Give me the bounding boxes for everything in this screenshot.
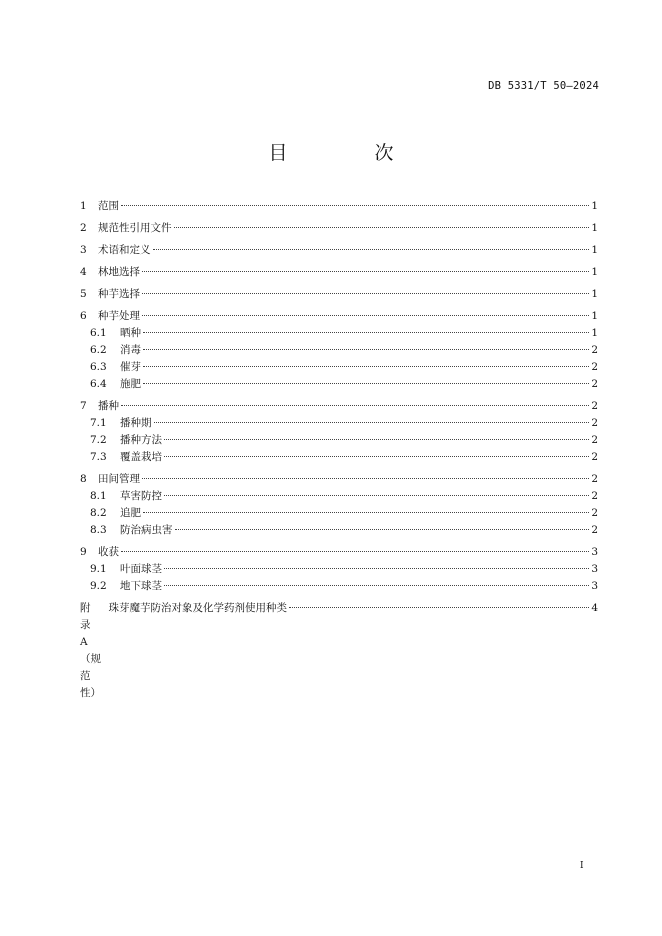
toc-entry-number: 9 (80, 546, 87, 558)
toc-entry-page: 1 (591, 310, 598, 322)
toc-entry[interactable] (80, 325, 598, 342)
toc-entry[interactable] (80, 308, 598, 325)
toc-entry[interactable] (80, 220, 598, 237)
toc-dot-leader (174, 227, 590, 228)
toc-entry-number: 1 (80, 200, 87, 212)
toc-entry-number: 6.2 (90, 344, 107, 356)
toc-entry-number: 8 (80, 473, 87, 485)
toc-entry-label: 规范性引用文件 (98, 222, 172, 234)
toc-dot-leader (142, 271, 589, 272)
toc-entry-label: 珠芽魔芋防治对象及化学药剂使用种类 (98, 602, 287, 614)
toc-dot-leader (121, 551, 589, 552)
toc-entry-label: 播种 (98, 400, 119, 412)
toc-entry-page: 1 (591, 222, 598, 234)
toc-entry-page: 2 (591, 490, 598, 502)
toc-entry-number: 7.2 (90, 434, 107, 446)
toc-entry-label: 播种期 (120, 417, 152, 429)
toc-entry-page: 2 (591, 361, 598, 373)
toc-entry[interactable] (80, 198, 598, 215)
toc-entry-label: 田间管理 (98, 473, 140, 485)
toc-entry-page: 2 (591, 378, 598, 390)
toc-dot-leader (143, 366, 589, 367)
toc-entry-label: 术语和定义 (98, 244, 151, 256)
toc-entry-label: 林地选择 (98, 266, 140, 278)
toc-dot-leader (164, 495, 589, 496)
toc-entry-number: 8.1 (90, 490, 107, 502)
toc-entry-label: 种芋选择 (98, 288, 140, 300)
toc-entry-page: 2 (591, 344, 598, 356)
toc-entry[interactable] (80, 432, 598, 449)
toc-entry[interactable] (80, 415, 598, 432)
page-number: I (580, 861, 584, 871)
toc-entry-page: 3 (591, 546, 598, 558)
toc-entry-label: 追肥 (120, 507, 141, 519)
toc-dot-leader (154, 422, 590, 423)
toc-dot-leader (121, 205, 589, 206)
toc-entry-page: 1 (591, 327, 598, 339)
toc-entry-label: 施肥 (120, 378, 141, 390)
toc-entry-label: 叶面球茎 (120, 563, 162, 575)
toc-entry-label: 防治病虫害 (120, 524, 173, 536)
toc-entry-page: 3 (591, 580, 598, 592)
toc-entry[interactable] (80, 561, 598, 578)
toc-entry[interactable] (80, 544, 598, 561)
toc-entry[interactable] (80, 488, 598, 505)
toc-dot-leader (289, 607, 589, 608)
toc-entry[interactable] (80, 342, 598, 359)
toc-dot-leader (143, 383, 589, 384)
toc-entry-page: 2 (591, 400, 598, 412)
toc-entry-label: 种芋处理 (98, 310, 140, 322)
toc-entry-label: 晒种 (120, 327, 141, 339)
toc-entry-number: 5 (80, 288, 87, 300)
toc-entry-page: 2 (591, 417, 598, 429)
toc-entry-page: 2 (591, 473, 598, 485)
toc-entry-number: 8.2 (90, 507, 107, 519)
toc-dot-leader (121, 405, 589, 406)
toc-entry-page: 1 (591, 266, 598, 278)
document-code: DB 5331/T 50—2024 (488, 80, 599, 92)
toc-entry-number: 附录A（规范性） (80, 602, 101, 699)
toc-dot-leader (143, 349, 589, 350)
toc-dot-leader (153, 249, 590, 250)
toc-entry-label: 播种方法 (120, 434, 162, 446)
toc-entry[interactable] (80, 286, 598, 303)
toc-entry-number: 6.4 (90, 378, 107, 390)
toc-entry[interactable] (80, 242, 598, 259)
toc-entry-number: 7.3 (90, 451, 107, 463)
toc-entry-label: 消毒 (120, 344, 141, 356)
toc-entry-page: 2 (591, 434, 598, 446)
toc-entry[interactable] (80, 264, 598, 281)
toc-entry[interactable] (80, 376, 598, 393)
toc-entry[interactable] (80, 578, 598, 595)
toc-entry-page: 3 (591, 563, 598, 575)
toc-entry[interactable] (80, 449, 598, 466)
toc-dot-leader (164, 568, 589, 569)
toc-entry-number: 6.1 (90, 327, 107, 339)
toc-dot-leader (175, 529, 590, 530)
toc-title: 目 次 (268, 142, 428, 164)
toc-entry-page: 1 (591, 288, 598, 300)
toc-entry-number: 3 (80, 244, 87, 256)
toc-dot-leader (142, 293, 589, 294)
toc-dot-leader (143, 332, 589, 333)
toc-entry-label: 地下球茎 (120, 580, 162, 592)
toc-entry-number: 6.3 (90, 361, 107, 373)
toc-dot-leader (164, 456, 589, 457)
table-of-contents (80, 198, 598, 702)
toc-entry-number: 8.3 (90, 524, 107, 536)
toc-entry-number: 7.1 (90, 417, 107, 429)
toc-entry-page: 4 (591, 602, 598, 614)
toc-entry-page: 2 (591, 507, 598, 519)
toc-entry-label: 范围 (98, 200, 119, 212)
toc-dot-leader (164, 585, 589, 586)
toc-entry[interactable] (80, 505, 598, 522)
toc-entry-number: 2 (80, 222, 87, 234)
toc-dot-leader (142, 315, 589, 316)
toc-dot-leader (143, 512, 589, 513)
toc-entry-page: 1 (591, 244, 598, 256)
toc-entry-number: 9.2 (90, 580, 107, 592)
toc-entry-number: 4 (80, 266, 87, 278)
toc-entry-number: 7 (80, 400, 87, 412)
toc-entry[interactable] (80, 600, 598, 702)
toc-entry-number: 6 (80, 310, 87, 322)
toc-dot-leader (164, 439, 589, 440)
toc-entry[interactable] (80, 359, 598, 376)
toc-entry-page: 2 (591, 451, 598, 463)
toc-dot-leader (142, 478, 589, 479)
toc-entry-label: 覆盖栽培 (120, 451, 162, 463)
toc-entry-page: 1 (591, 200, 598, 212)
toc-entry-label: 草害防控 (120, 490, 162, 502)
toc-entry[interactable] (80, 398, 598, 415)
toc-entry[interactable] (80, 522, 598, 539)
toc-entry-label: 收获 (98, 546, 119, 558)
toc-entry[interactable] (80, 471, 598, 488)
toc-entry-page: 2 (591, 524, 598, 536)
toc-entry-number: 9.1 (90, 563, 107, 575)
toc-entry-label: 催芽 (120, 361, 141, 373)
